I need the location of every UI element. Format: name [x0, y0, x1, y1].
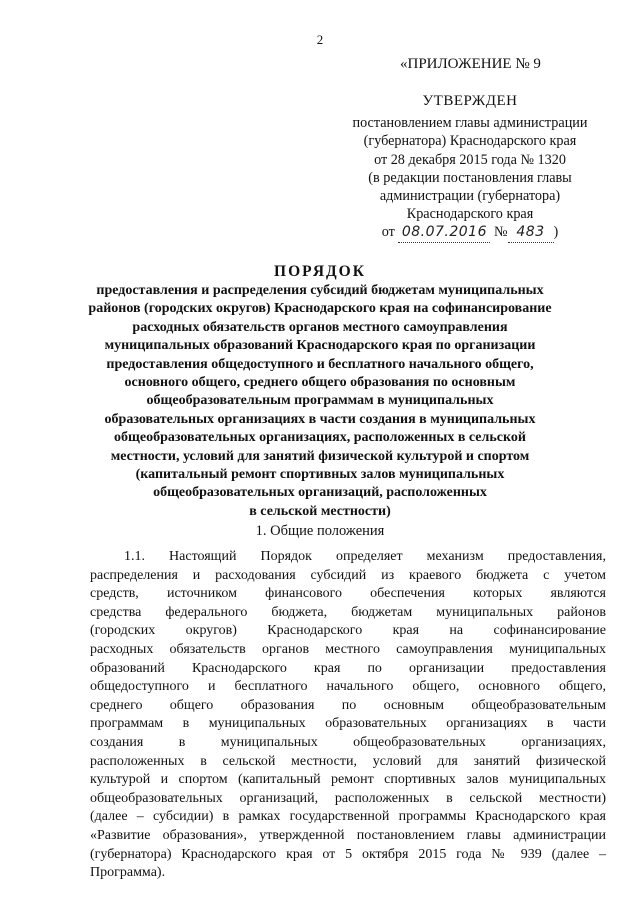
approval-line: постановлением главы администрации: [352, 115, 588, 132]
paragraph-line: (губернатора) Краснодарского края от 5 октября 2015 года № 939 (далее –: [90, 846, 606, 862]
paragraph-1-1: [90, 548, 606, 883]
paragraph-line: расположенных в сельской местности, условий для занятий физической: [90, 753, 606, 769]
approval-title: УТВЕРЖДЕН: [422, 93, 518, 109]
paragraph-line: «Развитие образования», утвержденной постановлением главы администрации: [90, 827, 606, 843]
subtitle-line: (капитальный ремонт спортивных залов муниципальных: [135, 467, 505, 483]
approval-line: от 28 декабря 2015 года № 1320: [374, 151, 566, 168]
paragraph-line: общедоступного и бесплатного начального общего, основного общего,: [90, 679, 606, 695]
paragraph-line: общеобразовательных организаций, расположенных в сельской местности): [90, 790, 606, 806]
handwritten-number: 483: [508, 223, 554, 242]
page-number: 2: [316, 32, 324, 47]
paragraph-line: средства федерального бюджета, бюджетам муниципальных районов: [90, 604, 606, 620]
approval-block: [330, 92, 610, 243]
paragraph-line: культурой и спортом (капитальный ремонт спортивных залов муниципальных: [90, 772, 606, 788]
closing-paren: ): [553, 224, 559, 241]
paragraph-line: Программа).: [90, 865, 166, 881]
subtitle-line: районов (городских округов) Краснодарского края на софинансирование: [88, 301, 552, 317]
subtitle-line: общеобразовательных организациях, расположенных в сельской: [114, 430, 526, 446]
approval-line: администрации (губернатора): [379, 188, 561, 205]
paragraph-line: создания в муниципальных общеобразовательных организациях,: [90, 734, 606, 750]
approval-line: (в редакции постановления главы: [368, 169, 572, 186]
subtitle-line: местности, условий для занятий физической культурой и спортом: [110, 448, 530, 464]
document-title: ПОРЯДОК: [274, 263, 366, 280]
subtitle-line: общеобразовательных организаций, расположенных: [153, 485, 487, 501]
paragraph-line: среднего общего образования по основным общеобразовательным: [90, 697, 606, 713]
from-prefix: от: [381, 224, 395, 241]
approval-date-line: [330, 223, 610, 242]
paragraph-line: программам в муниципальных образовательных организациях в части: [90, 716, 606, 732]
section-heading: 1. Общие положения: [255, 523, 385, 539]
subtitle-line: расходных обязательств органов местного самоуправления: [132, 319, 508, 335]
paragraph-line: средств, источником финансового обеспечения которых являются: [90, 586, 606, 602]
subtitle-line: предоставления общедоступного и бесплатного начального общего,: [106, 356, 534, 372]
appendix-label: «ПРИЛОЖЕНИЕ № 9: [400, 56, 541, 72]
number-sign: №: [493, 224, 508, 241]
handwritten-date: 08.07.2016: [398, 223, 490, 242]
subtitle-line: образовательных организациях в части создания в муниципальных: [104, 411, 536, 427]
paragraph-line: (далее – субсидии) в рамках государственной программы Краснодарского края: [90, 809, 606, 825]
paragraph-line: расходных обязательств органов местного самоуправления муниципальных: [90, 641, 606, 657]
approval-line: Краснодарского края: [406, 206, 534, 223]
paragraph-line: 1.1. Настоящий Порядок определяет механизм предоставления,: [124, 549, 606, 564]
document-subtitle: [80, 282, 560, 521]
approval-line: (губернатора) Краснодарского края: [363, 133, 577, 150]
subtitle-line: общеобразовательным программам в муниципальных: [146, 393, 494, 409]
paragraph-line: образований Краснодарского края по организации предоставления: [90, 660, 606, 676]
subtitle-line: муниципальных образований Краснодарского края по организации: [104, 338, 536, 354]
paragraph-line: распределения и расходования субсидий из краевого бюджета с учетом: [90, 567, 606, 583]
subtitle-line: предоставления и распределения субсидий бюджетам муниципальных: [96, 283, 544, 298]
paragraph-line: (городских округов) Краснодарского края на софинансирование: [90, 623, 606, 639]
subtitle-line: в сельской местности): [249, 503, 391, 519]
subtitle-line: основного общего, среднего общего образования по основным: [124, 375, 516, 391]
